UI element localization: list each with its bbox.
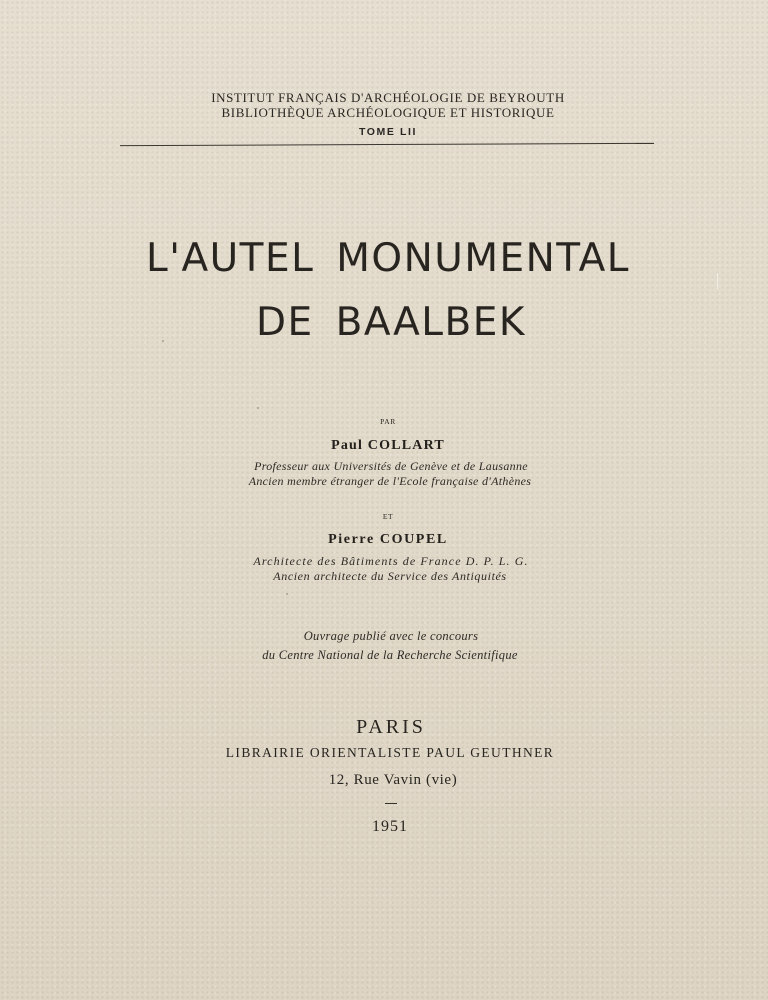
author-name-1: Paul COLLART: [331, 438, 445, 453]
volume-line: TOME LII: [358, 126, 418, 138]
support-note-line-1: Ouvrage publié avec le concours: [303, 629, 479, 643]
series-line: BIBLIOTHÈQUE ARCHÉOLOGIQUE ET HISTORIQUE: [221, 105, 555, 120]
author-name-2: Pierre COUPEL: [328, 532, 448, 547]
paper-mark: [717, 273, 718, 289]
author-2-affiliation-1: Architecte des Bâtiments de France D. P. L. G.: [253, 554, 529, 568]
institute-line: INSTITUT FRANÇAIS D'ARCHÉOLOGIE DE BEYROUTH: [211, 90, 565, 105]
support-note-line-2: du Centre National de la Recherche Scientifique: [262, 648, 518, 662]
book-title-line-1: L'AUTEL MONUMENTAL: [146, 236, 630, 281]
imprint-year: 1951: [372, 818, 408, 835]
author-2-affiliation-2: Ancien architecte du Service des Antiquités: [273, 569, 507, 583]
author-1-affiliation-2: Ancien membre étranger de l'Ecole française d'Athènes: [248, 474, 532, 488]
imprint-separator: [385, 803, 397, 804]
imprint-publisher: LIBRAIRIE ORIENTALISTE PAUL GEUTHNER: [225, 745, 555, 760]
paper-speck: [162, 340, 164, 342]
imprint-city: PARIS: [356, 716, 426, 738]
by-label: PAR: [380, 417, 396, 426]
and-label: ET: [382, 512, 394, 521]
paper-speck: [257, 407, 259, 409]
author-1-affiliation-1: Professeur aux Universités de Genève et de Lausanne: [254, 459, 528, 473]
book-title-line-2: DE BAALBEK: [256, 300, 526, 345]
header-rule: [120, 143, 654, 146]
imprint-address: 12, Rue Vavin (vie): [328, 772, 458, 788]
paper-speck: [286, 593, 288, 595]
